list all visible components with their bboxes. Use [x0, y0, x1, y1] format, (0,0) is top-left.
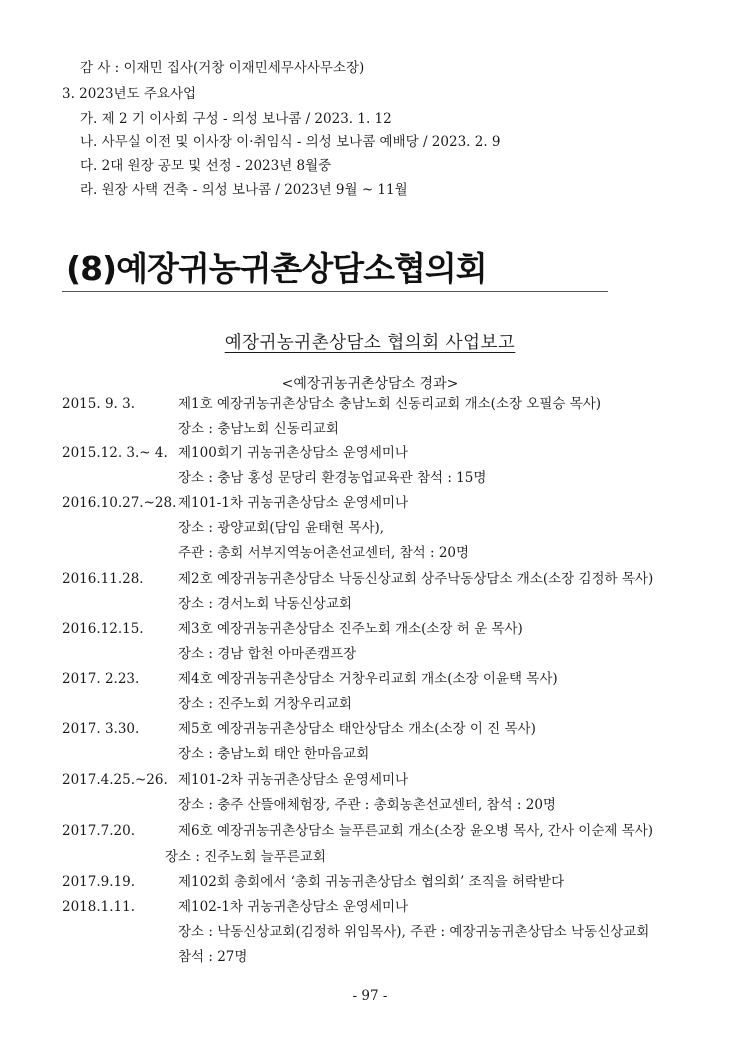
- report-title: 예장귀농귀촌상담소 협의회 사업보고: [224, 333, 516, 353]
- entry-date: 2017.9.19.: [62, 874, 135, 890]
- business-item-ra: 라. 원장 사택 건축 - 의성 보나콤 / 2023년 9월 ~ 11월: [80, 182, 408, 198]
- entry-detail: 장소 : 진주노회 거창우리교회: [178, 696, 352, 712]
- heading-divider: [62, 291, 608, 292]
- entry-desc: 제5호 예장귀농귀촌상담소 태안상담소 개소(소장 이 진 목사): [178, 721, 536, 737]
- entry-detail: 장소 : 낙동신상교회(김정하 위임목사), 주관 : 예장귀농귀촌상담소 낙동신상교회: [178, 924, 650, 940]
- entry-date: 2016.11.28.: [62, 571, 144, 587]
- entry-detail: 장소 : 경서노회 낙동신상교회: [178, 596, 352, 612]
- entry-detail: 장소 : 충주 산뜰애체험장, 주관 : 총회농촌선교센터, 참석 : 20명: [178, 797, 556, 813]
- entry-date: 2017. 3.30.: [62, 721, 140, 737]
- entry-date: 2018.1.11.: [62, 899, 135, 915]
- business-item-ga: 가. 제 2 기 이사회 구성 - 의성 보나콤 / 2023. 1. 12: [80, 111, 392, 127]
- entry-desc: 제1호 예장귀농귀촌상담소 충남노회 신동리교회 개소(소장 오필승 목사): [178, 396, 602, 412]
- entry-date: 2017. 2.23.: [62, 671, 140, 687]
- entry-date: 2016.12.15.: [62, 621, 144, 637]
- entry-detail: 장소 : 경남 합천 아마존캠프장: [178, 646, 357, 662]
- entry-desc: 제101-1차 귀농귀촌상담소 운영세미나: [178, 495, 409, 511]
- entry-desc: 제3호 예장귀농귀촌상담소 진주노회 개소(소장 허 운 목사): [178, 621, 523, 637]
- entry-date: 2017.4.25.~26.: [62, 772, 168, 788]
- section-heading: (8)예장귀농귀촌상담소협의회: [66, 249, 487, 288]
- entry-desc: 제4호 예장귀농귀촌상담소 거창우리교회 개소(소장 이윤택 목사): [178, 671, 558, 687]
- auditor-line: 감 사 : 이재민 집사(거창 이재민세무사사무소장): [80, 60, 365, 76]
- entry-detail: 장소 : 광양교회(담임 윤태현 목사),: [178, 520, 385, 536]
- business-item-na: 나. 사무실 이전 및 이사장 이·취임식 - 의성 보나콤 예배당 / 2023. 2. 9: [80, 134, 501, 150]
- entry-date: 2015. 9. 3.: [62, 396, 135, 412]
- entry-desc: 제102회 총회에서 ‘총회 귀농귀촌상담소 협의회’ 조직을 허락받다: [178, 874, 565, 890]
- entry-desc: 제100회기 귀농귀촌상담소 운영세미나: [178, 445, 408, 461]
- entry-detail: 장소 : 충남노회 태안 한마음교회: [178, 746, 370, 762]
- entry-detail: 참석 : 27명: [178, 949, 248, 965]
- entry-desc: 제6호 예장귀농귀촌상담소 늘푸른교회 개소(소장 윤오병 목사, 간사 이순제 목사): [178, 823, 654, 839]
- page-number: - 97 -: [352, 988, 388, 1004]
- entry-detail: 장소 : 진주노회 늘푸른교회: [165, 849, 326, 865]
- business-item-da: 다. 2대 원장 공모 및 선정 - 2023년 8월중: [80, 158, 332, 174]
- entry-detail: 장소 : 충남노회 신동리교회: [178, 421, 339, 437]
- entry-desc: 제2호 예장귀농귀촌상담소 낙동신상교회 상주낙동상담소 개소(소장 김정하 목사): [178, 571, 654, 587]
- entry-detail: 주관 : 총회 서부지역농어촌선교센터, 참석 : 20명: [178, 545, 470, 561]
- section-3-heading: 3. 2023년도 주요사업: [62, 86, 197, 102]
- entry-desc: 제101-2차 귀농귀촌상담소 운영세미나: [178, 772, 409, 788]
- entry-date: 2017.7.20.: [62, 823, 135, 839]
- entry-desc: 제102-1차 귀농귀촌상담소 운영세미나: [178, 899, 409, 915]
- history-subheading: <예장귀농귀촌상담소 경과>: [281, 376, 459, 392]
- entry-date: 2016.10.27.~28.: [62, 495, 177, 511]
- entry-date: 2015.12. 3.~ 4.: [62, 445, 168, 461]
- entry-detail: 장소 : 충남 홍성 문당리 환경농업교육관 참석 : 15명: [178, 470, 487, 486]
